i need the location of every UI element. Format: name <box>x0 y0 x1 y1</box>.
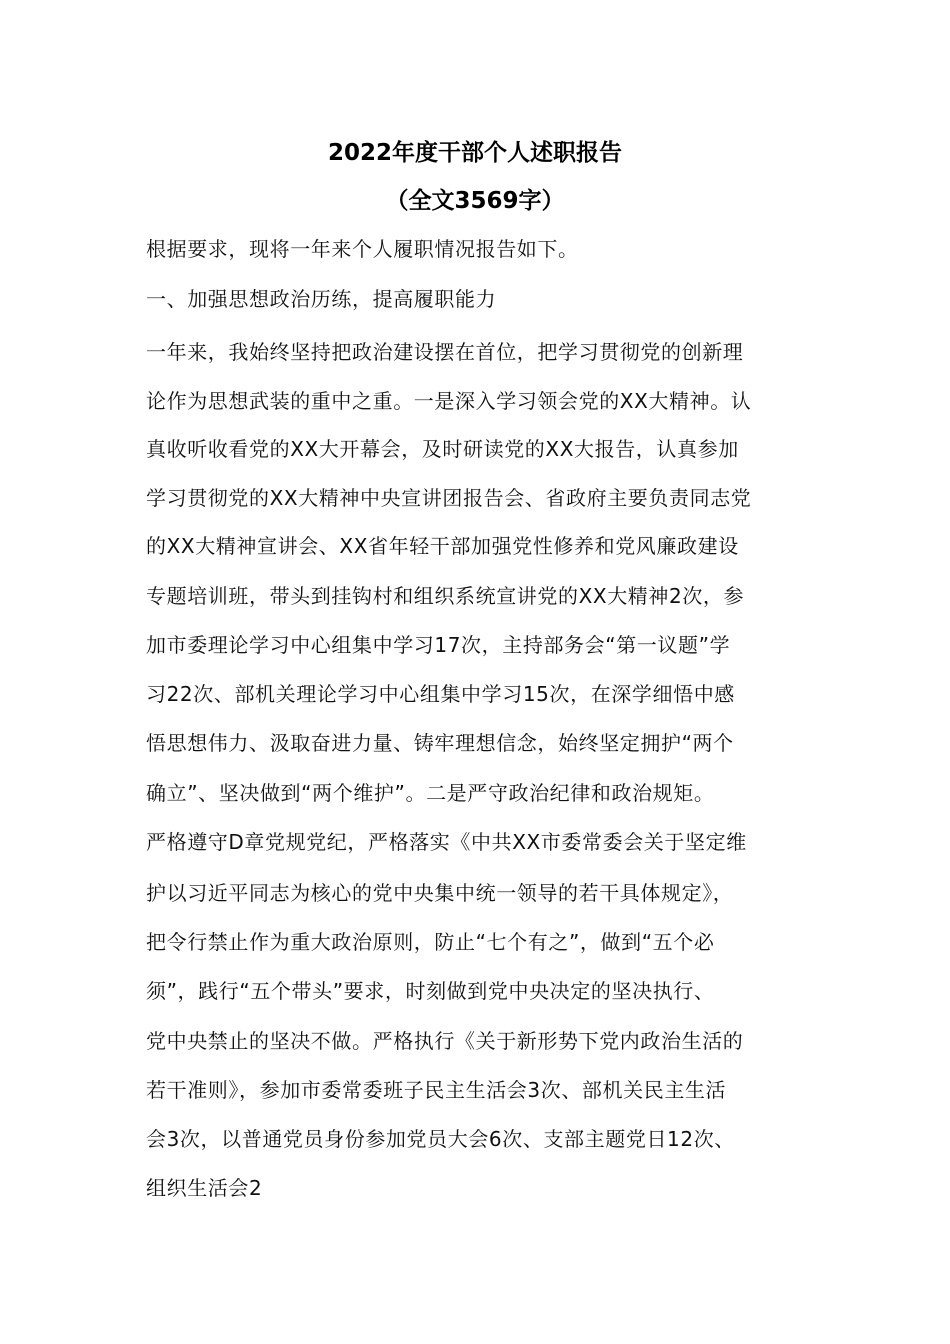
body-line: 论作为思想武装的重中之重。一是深入学习领会党的XX大精神。认 <box>146 389 752 413</box>
body-line: 护以习近平同志为核心的党中央集中统一领导的若干具体规定》， <box>146 881 734 905</box>
body-line: 会3次，以普通党员身份参加党员大会6次、支部主题党日12次、 <box>146 1127 735 1151</box>
body-line: 须”，践行“五个带头”要求，时刻做到党中央决定的坚决执行、 <box>146 979 715 1003</box>
body-line: 的XX大精神宣讲会、XX省年轻干部加强党性修养和党风廉政建设 <box>146 534 739 558</box>
body-line: 党中央禁止的坚决不做。严格执行《关于新形势下党内政治生活的 <box>146 1029 744 1053</box>
body-line: 真收听收看党的XX大开幕会，及时研读党的XX大报告，认真参加 <box>146 437 739 461</box>
body-line: 组织生活会2 <box>146 1176 263 1200</box>
document-subtitle: （全文3569字） <box>385 188 565 214</box>
body-line: 学习贯彻党的XX大精神中央宣讲团报告会、省政府主要负责同志党 <box>146 486 752 510</box>
section-heading-1: 一、加强思想政治历练，提高履职能力 <box>146 287 497 311</box>
document-title: 2022年度干部个人述职报告 <box>327 140 622 166</box>
body-line: 把令行禁止作为重大政治原则，防止“七个有之”，做到“五个必 <box>146 930 715 954</box>
body-line: 习22次、部机关理论学习中心组集中学习15次，在深学细悟中感 <box>146 682 735 706</box>
body-line: 确立”、坚决做到“两个维护”。二是严守政治纪律和政治规矩。 <box>146 781 715 805</box>
body-line: 严格遵守D章党规党纪，严格落实《中共XX市委常委会关于坚定维 <box>146 830 747 854</box>
body-line: 加市委理论学习中心组集中学习17次，主持部务会“第一议题”学 <box>146 633 731 657</box>
body-line: 若干准则》，参加市委常委班子民主生活会3次、部机关民主生活 <box>146 1078 727 1102</box>
body-line: 一年来，我始终坚持把政治建设摆在首位，把学习贯彻党的创新理 <box>146 340 744 364</box>
body-line: 悟思想伟力、汲取奋进力量、铸牢理想信念，始终坚定拥护“两个 <box>146 731 734 755</box>
intro-paragraph: 根据要求，现将一年来个人履职情况报告如下。 <box>146 237 579 261</box>
body-line: 专题培训班，带头到挂钩村和组织系统宣讲党的XX大精神2次，参 <box>146 584 745 608</box>
